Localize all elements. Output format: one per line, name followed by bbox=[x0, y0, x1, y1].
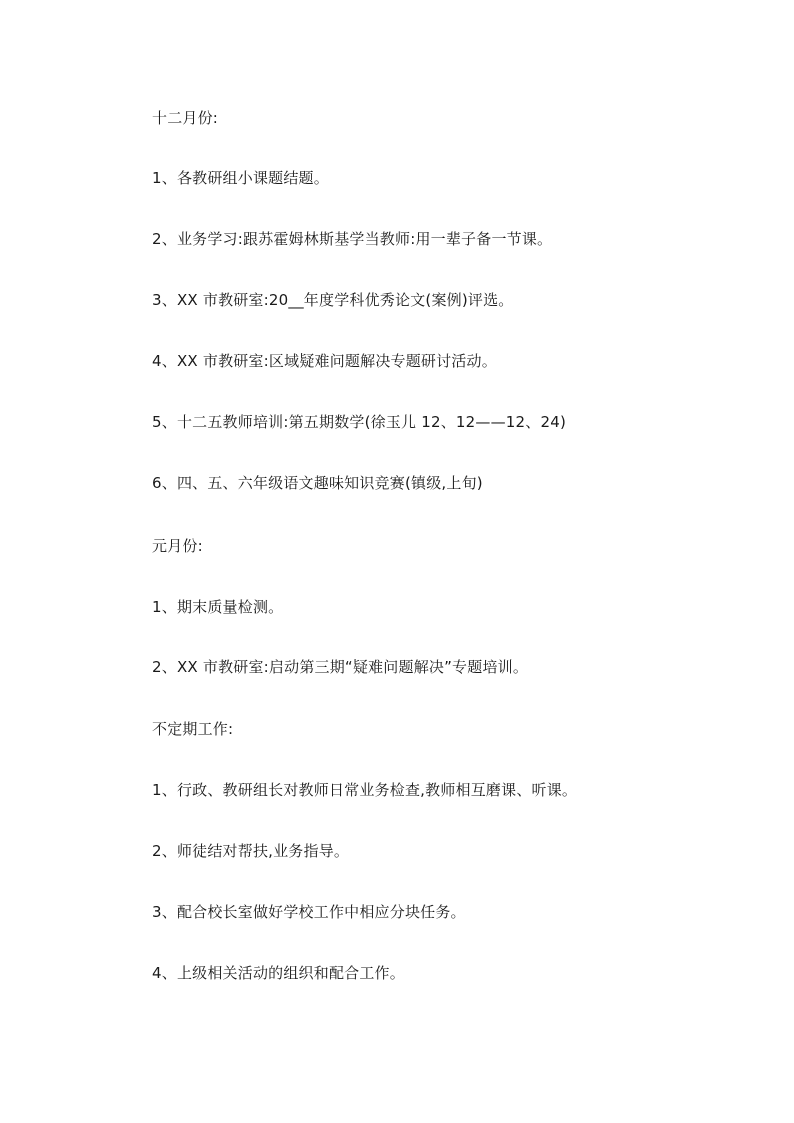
december-item-2: 2、业务学习:跟苏霍姆林斯基学当教师:用一辈子备一节课。 bbox=[152, 230, 553, 248]
irregular-item-1: 1、行政、教研组长对教师日常业务检查,教师相互磨课、听课。 bbox=[152, 781, 578, 799]
january-item-1: 1、期末质量检测。 bbox=[152, 598, 284, 616]
section-heading-december: 十二月份: bbox=[152, 109, 219, 127]
december-item-4: 4、XX 市教研室:区域疑难问题解决专题研讨活动。 bbox=[152, 352, 497, 370]
december-item-6: 6、四、五、六年级语文趣味知识竞赛(镇级,上旬) bbox=[152, 474, 483, 492]
december-item-1: 1、各教研组小课题结题。 bbox=[152, 169, 329, 187]
december-item-3: 3、XX 市教研室:20__年度学科优秀论文(案例)评选。 bbox=[152, 291, 514, 309]
irregular-item-3: 3、配合校长室做好学校工作中相应分块任务。 bbox=[152, 903, 466, 921]
irregular-item-2: 2、师徒结对帮扶,业务指导。 bbox=[152, 842, 350, 860]
irregular-item-4: 4、上级相关活动的组织和配合工作。 bbox=[152, 964, 405, 982]
december-item-5: 5、十二五教师培训:第五期数学(徐玉儿 12、12——12、24) bbox=[152, 413, 567, 431]
section-heading-january: 元月份: bbox=[152, 537, 203, 555]
january-item-2: 2、XX 市教研室:启动第三期“疑难问题解决”专题培训。 bbox=[152, 658, 529, 676]
section-heading-irregular: 不定期工作: bbox=[152, 720, 234, 738]
